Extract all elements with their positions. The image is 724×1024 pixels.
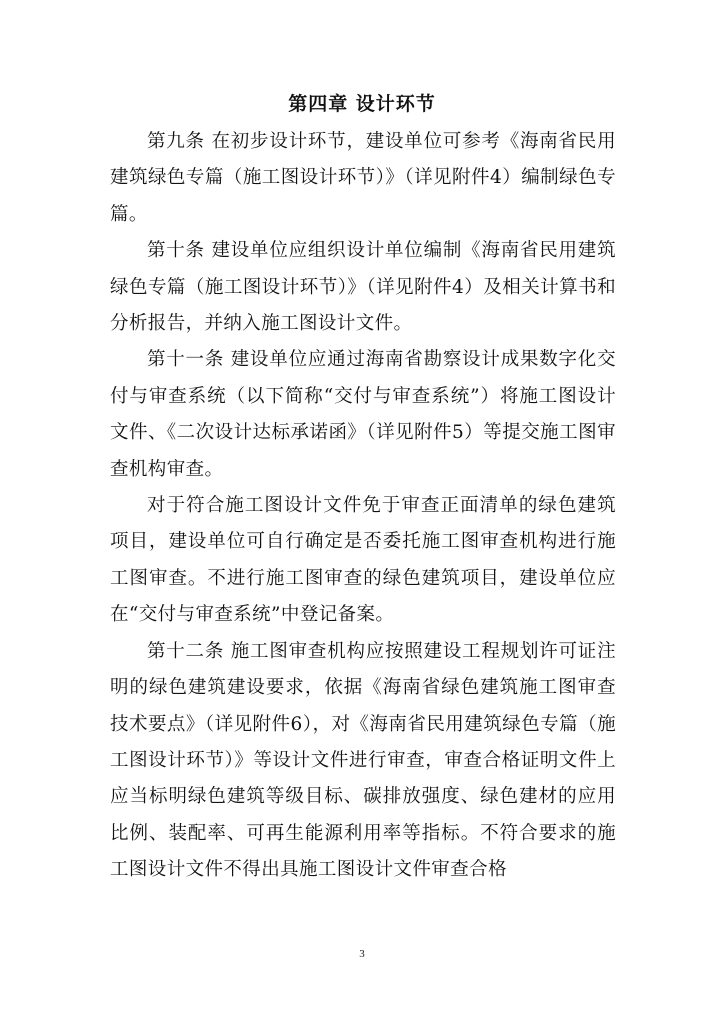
paragraph-article-10: 第十条 建设单位应组织设计单位编制《海南省民用建筑绿色专篇（施工图设计环节）》（详见附件4）及相关计算书和分析报告，并纳入施工图设计文件。	[110, 240, 616, 335]
chapter-title: 第四章 设计环节	[288, 93, 436, 115]
body-text	[110, 124, 616, 889]
paragraph-article-12: 第十二条 施工图审查机构应按照建设工程规划许可证注明的绿色建筑建设要求，依据《海南省绿色建筑施工图审查技术要点》（详见附件6），对《海南省民用建筑绿色专篇（施工图设计环节）》等设计文件进行审查，审查合格证明文件上应当标明绿色建筑等级目标、碳排放强度、绿色建材的应用比例、装配率、可再生能源利用率等指标。不符合要求的施工图设计文件不得出具施工图设计文件审查合格	[110, 640, 616, 881]
paragraph-article-11: 第十一条 建设单位应通过海南省勘察设计成果数字化交付与审查系统（以下简称“交付与审查系统”）将施工图设计文件、《二次设计达标承诺函》（详见附件5）等提交施工图审查机构审查。	[110, 349, 616, 480]
page-number: 3	[359, 948, 365, 960]
paragraph-article-9: 第九条 在初步设计环节，建设单位可参考《海南省民用建筑绿色专篇（施工图设计环节）》（详见附件4）编制绿色专篇。	[110, 131, 616, 225]
paragraph-exemption: 对于符合施工图设计文件免于审查正面清单的绿色建筑项目，建设单位可自行确定是否委托施工图审查机构进行施工图审查。不进行施工图审查的绿色建筑项目，建设单位应在“交付与审查系统”中登记备案。	[110, 495, 616, 626]
